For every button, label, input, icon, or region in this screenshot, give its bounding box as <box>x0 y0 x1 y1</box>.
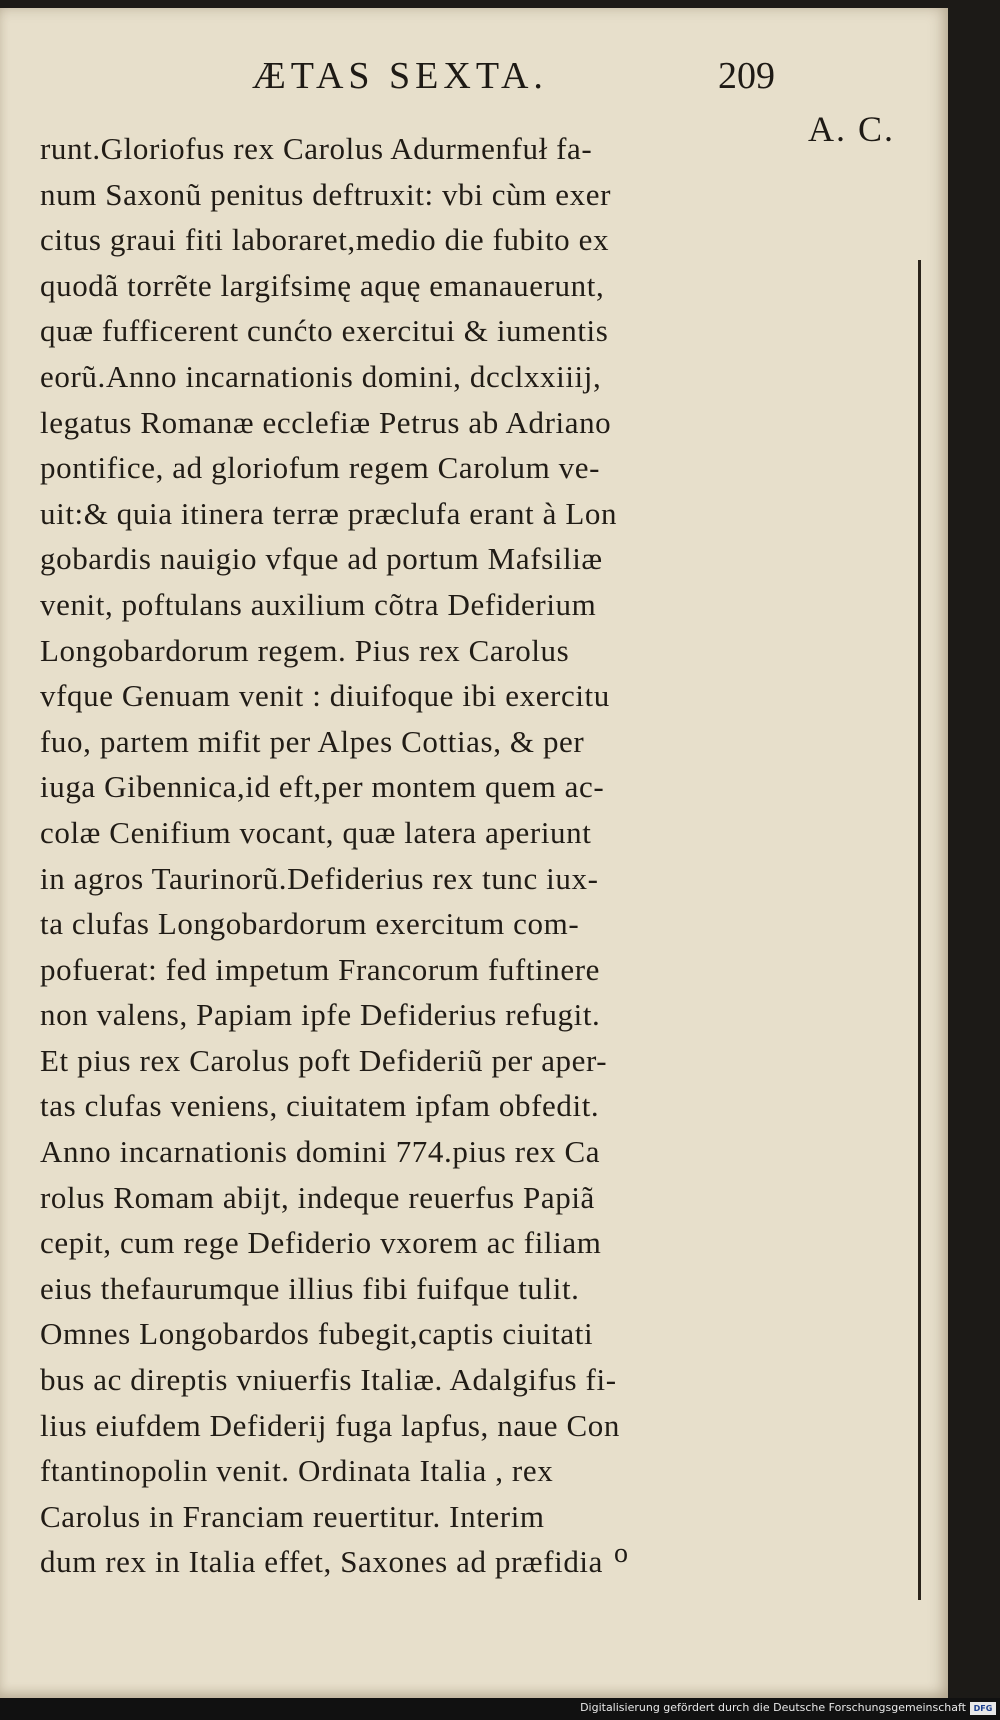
text-line: iuga Gibennica,id eft,per montem quem ac- <box>40 769 605 805</box>
text-line: Omnes Longobardos fubegit,captis ciuitati <box>40 1316 594 1352</box>
text-line: ftantinopolin venit. Ordinata Italia , rex <box>40 1453 554 1489</box>
text-line: uit:& quia itinera terræ præclufa erant à Lon <box>40 495 618 531</box>
text-line: quodã torrẽte largifsimę aquę emanauerunt, <box>40 267 605 303</box>
text-line: runt.Gloriofus rex Carolus Adurmenfuł fa- <box>40 131 593 166</box>
text-line: pontifice, ad gloriofum regem Carolum ve- <box>40 450 601 486</box>
running-head: ÆTAS SEXTA. <box>252 55 548 97</box>
page-header <box>0 54 948 104</box>
text-line: colæ Cenifium vocant, quæ latera aperiunt <box>40 814 592 850</box>
text-line: Longobardorum regem. Pius rex Carolus <box>40 632 570 668</box>
signature-mark: o <box>614 1538 628 1569</box>
dfg-logo: DFG <box>970 1702 996 1715</box>
text-line: rolus Romam abijt, indeque reuerfus Papiã <box>40 1179 595 1215</box>
text-line: dum rex in Italia effet, Saxones ad præfidia <box>40 1544 603 1580</box>
text-line: cepit, cum rege Defiderio vxorem ac filiam <box>40 1225 602 1261</box>
text-line: fuo, partem mifit per Alpes Cottias, & per <box>40 723 585 759</box>
text-line: ta clufas Longobardorum exercitum com- <box>40 906 580 942</box>
text-line: in agros Taurinorũ.Defiderius rex tunc iux- <box>40 860 599 896</box>
text-line: Anno incarnationis domini 774.pius rex Ca <box>40 1134 601 1170</box>
text-line: venit, poftulans auxilium cõtra Defiderium <box>40 586 597 622</box>
text-line: bus ac direptis vniuerfis Italiæ. Adalgifus fi- <box>40 1362 617 1398</box>
text-line: eorũ.Anno incarnationis domini, dcclxxiiij, <box>40 358 602 394</box>
text-line: gobardis nauigio vfque ad portum Mafsiliæ <box>40 541 603 577</box>
margin-note: A. C. <box>808 109 896 149</box>
footer-bar <box>0 1698 1000 1720</box>
text-line: Carolus in Franciam reuertitur. Interim <box>40 1498 545 1534</box>
text-line: citus graui fiti laboraret,medio die fubito ex <box>40 222 610 258</box>
funding-credit: Digitalisierung gefördert durch die Deutsche Forschungsgemeinschaft <box>580 1701 966 1714</box>
text-line: legatus Romanæ ecclefiæ Petrus ab Adriano <box>40 404 612 440</box>
body-text <box>40 126 830 1585</box>
text-line: quæ fufficerent cunćto exercitui & iumentis <box>40 313 609 349</box>
text-line: Et pius rex Carolus poft Defideriũ per aper- <box>40 1042 608 1078</box>
text-line: pofuerat: fed impetum Francorum fuftinere <box>40 951 601 987</box>
text-line: num Saxonũ penitus deftruxit: vbi cùm exer <box>40 176 612 212</box>
text-line: tas clufas veniens, ciuitatem ipfam obfedit. <box>40 1088 600 1124</box>
text-line: non valens, Papiam ipfe Defiderius refugit. <box>40 997 601 1033</box>
page-number: 209 <box>718 55 775 97</box>
text-line: eius thefaurumque illius fibi fuifque tulit. <box>40 1270 580 1306</box>
margin-rule <box>918 260 921 1600</box>
book-page <box>0 8 948 1698</box>
text-line: vfque Genuam venit : diuifoque ibi exercitu <box>40 678 610 714</box>
text-line: lius eiufdem Defiderij fuga lapfus, naue Con <box>40 1407 620 1443</box>
